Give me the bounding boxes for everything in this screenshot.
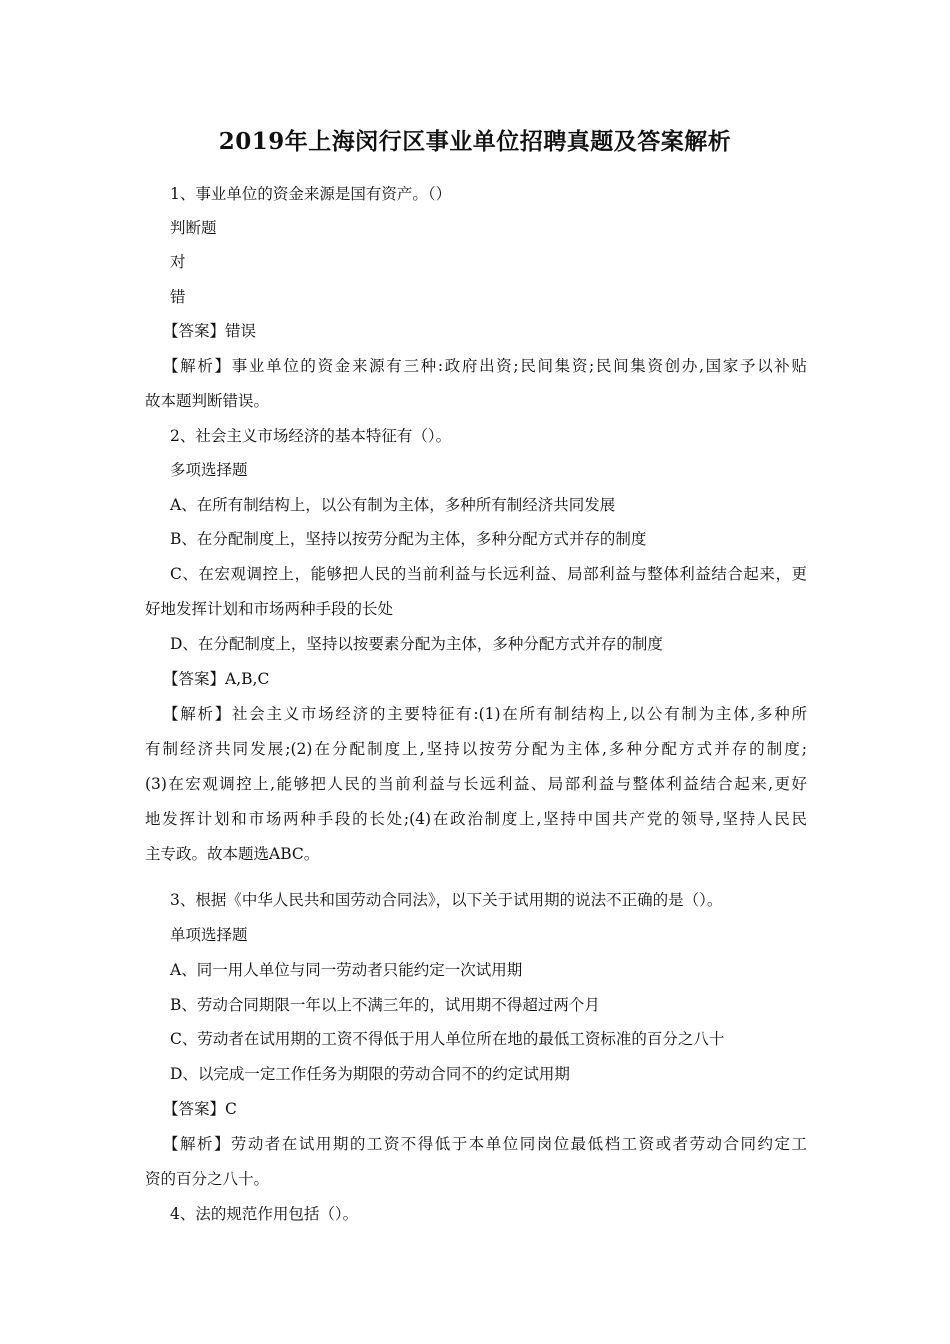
question-1-type: 判断题 xyxy=(170,219,217,237)
question-1-analysis-line-2: 故本题判断错误。 xyxy=(145,392,270,410)
document-title: 2019年上海闵行区事业单位招聘真题及答案解析 xyxy=(218,128,732,155)
question-3-option-c: C、劳动者在试用期的工资不得低于用人单位所在地的最低工资标准的百分之八十 xyxy=(170,1030,725,1048)
question-3-option-a: A、同一用人单位与同一劳动者只能约定一次试用期 xyxy=(170,961,523,979)
question-2-analysis-line-5: 主专政。故本题选ABC。 xyxy=(145,845,320,863)
question-2-stem: 2、社会主义市场经济的基本特征有（）。 xyxy=(170,427,452,445)
question-3-answer: 【答案】C xyxy=(163,1100,237,1118)
question-3-analysis-line-2: 资的百分之八十。 xyxy=(145,1170,270,1188)
question-1-answer: 【答案】错误 xyxy=(163,322,257,340)
question-2-type: 多项选择题 xyxy=(170,461,248,479)
question-2-analysis-line-1: 【解析】社会主义市场经济的主要特征有:(1)在所有制结构上,以公有制为主体,多种所 xyxy=(163,705,807,723)
question-3-stem: 3、根据《中华人民共和国劳动合同法》，以下关于试用期的说法不正确的是（）。 xyxy=(170,891,723,909)
question-2-analysis-line-3: (3)在宏观调控上,能够把人民的当前利益与长远利益、局部利益与整体利益结合起来,更好 xyxy=(145,775,807,793)
question-1-stem: 1、事业单位的资金来源是国有资产。（） xyxy=(170,185,452,203)
question-2-option-b: B、在分配制度上，坚持以按劳分配为主体，多种分配方式并存的制度 xyxy=(170,530,647,548)
question-4-stem: 4、法的规范作用包括（）。 xyxy=(170,1205,359,1223)
question-3-option-d: D、以完成一定工作任务为期限的劳动合同不的约定试用期 xyxy=(170,1065,570,1083)
question-2-analysis-line-4: 地发挥计划和市场两种手段的长处;(4)在政治制度上,坚持中国共产党的领导,坚持人民民 xyxy=(145,810,807,828)
question-2-analysis-line-2: 有制经济共同发展;(2)在分配制度上,坚持以按劳分配为主体,多种分配方式并存的制度; xyxy=(145,740,807,758)
question-1-analysis-line-1: 【解析】事业单位的资金来源有三种:政府出资;民间集资;民间集资创办,国家予以补贴 xyxy=(163,357,807,375)
question-1-option-true: 对 xyxy=(170,253,186,271)
question-2-option-a: A、在所有制结构上，以公有制为主体，多种所有制经济共同发展 xyxy=(170,496,616,514)
question-2-option-d: D、在分配制度上，坚持以按要素分配为主体，多种分配方式并存的制度 xyxy=(170,635,663,653)
question-3-analysis-line-1: 【解析】劳动者在试用期的工资不得低于本单位同岗位最低档工资或者劳动合同约定工 xyxy=(163,1135,807,1153)
question-2-option-c-line-1: C、在宏观调控上，能够把人民的当前利益与长远利益、局部利益与整体利益结合起来，更 xyxy=(170,565,807,583)
question-2-option-c-line-2: 好地发挥计划和市场两种手段的长处 xyxy=(145,600,394,618)
question-3-type: 单项选择题 xyxy=(170,926,248,944)
question-3-option-b: B、劳动合同期限一年以上不满三年的，试用期不得超过两个月 xyxy=(170,996,600,1014)
question-2-answer: 【答案】A,B,C xyxy=(163,670,270,688)
question-1-option-false: 错 xyxy=(170,288,186,306)
